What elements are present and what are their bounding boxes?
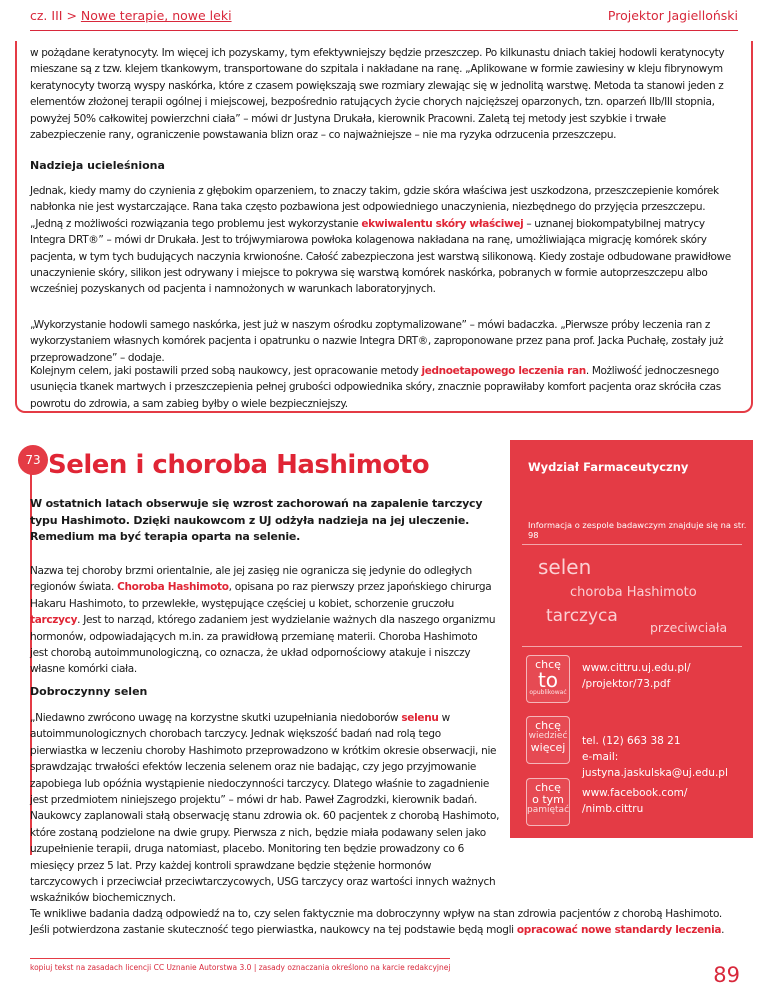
tag-tarczyca: tarczyca bbox=[546, 606, 618, 626]
article-number-badge: 73 bbox=[18, 445, 48, 475]
share-icon[interactable]: chcę to opublikować bbox=[526, 655, 570, 703]
page-header bbox=[30, 8, 738, 28]
highlight-term: ekwiwalentu skóry właściwej bbox=[361, 217, 524, 230]
tag-przeciwciala: przeciwciała bbox=[650, 620, 728, 635]
email-label: e-mail: bbox=[582, 751, 619, 763]
paragraph-2: Jednak, kiedy mamy do czynienia z głębokim oparzeniem, to znaczy takim, gdzie skóra właściwa jest uszkodzona, przeszczepienie komórek nabłonka nie jest wystarczające. Rana taka często pozbawiona jest odpowiedniego unaczynienia, niezbędnego do przyjęcia przeszczepu. „Jedną z możliwości rozwiązania tego problemu jest wykorzystanie ekwiwalentu skóry właściwej – uznanej biokompatybilnej matrycy Integra DRT®” – mówi dr Drukała. Jest to trójwymiarowa powłoka kolagenowa nakładana na ranę, umożliwiająca migrację komórek skóry pacjenta, w tym tych budujących naczynia krwionośne. Całość zabezpieczona jest warstwą silikonową. Kiedy zostaje odbudowane prawidłowe unaczynienie skóry, silikon jest odrywany i miejsce to pokrywa się warstwą komórek naskórka, pobranych w formie autoprzeszczepu albo wcześniej pozyskanych od pacjenta i namnożonych w warunkach laboratoryjnych. bbox=[30, 185, 731, 296]
paragraph-1: w pożądane keratynocyty. Im więcej ich pozyskamy, tym efektywniejszy będzie przeszczep. Po kilkunastu dniach takiej hodowli keratynocyty mieszane są z tzw. klejem tkankowym, transportowane do szpitala i nakładane na ranę. „Aplikowane w formie zawiesiny w kleju fibrynowym keratynocyty tworzą wyspy naskórka, które z czasem powiększają swe rozmiary zlewając się w jednolitą warstwę. Metoda ta stanowi jeden z elementów złożonej terapii ogólnej i miejscowej, bezpośrednio ratujących życie chorych najcięższej oparzonych, tzn. oparzeń IIb/III stopnia, powyżej 50% całkowitej powierzchni ciała” – mówi dr Justyna Drukała, kierownik Pracowni. Zaletą tej metody jest szybkie i trwałe zabezpieczenie rany, ograniczenie powstawania blizn oraz – co najważniejsze – nie ma ryzyka odrzucenia przeszczepu. bbox=[30, 47, 725, 142]
highlight-term: Choroba Hashimoto bbox=[117, 581, 229, 594]
tag-selen: selen bbox=[538, 555, 592, 579]
paragraph-3: „Wykorzystanie hodowli samego naskórka, jest już w naszym ośrodku zoptymalizowane” – mówi badaczka. „Pierwsze próby leczenia ran z wykorzystaniem własnych komórek pacjenta i opatrunku o nazwie Integra DRT®, zaproponowane przez pana prof. Jacka Puchałę, zostały już przeprowadzone” – dodaje. bbox=[30, 319, 724, 364]
breadcrumb-link[interactable]: Nowe terapie, nowe leki bbox=[80, 8, 232, 23]
panel-divider bbox=[522, 544, 742, 545]
info-icon: chcę wiedzieć więcej bbox=[526, 716, 570, 764]
header-divider bbox=[30, 30, 738, 31]
publication-title: Projektor Jagielloński bbox=[607, 8, 738, 23]
article-paragraph-1: Nazwa tej choroby brzmi orientalnie, ale jej zasięg nie ogranicza się jedynie do odległych regionów świata. Choroba Hashimoto, opisana po raz pierwszy przez japońskiego chirurga Hakaru Hashimoto, to przewlekłe, występujące częściej u kobiet, schorzenie gruczołu tarczycy. Jest to narząd, którego zadaniem jest wydzielanie ważnych dla naszego organizmu hormonów, odpowiadających m.in. za prawidłową przemianę materii. Choroba Hashimoto jest chorobą autoimmunologiczną, co oznacza, że układ odpornościowy atakuje i niszczy własne komórki ciała. bbox=[30, 565, 496, 676]
breadcrumb bbox=[30, 8, 232, 23]
panel-divider bbox=[522, 646, 742, 647]
contact-info bbox=[582, 733, 728, 781]
article-title: Selen i choroba Hashimoto bbox=[48, 450, 430, 480]
highlight-term: jednoetapowego leczenia ran bbox=[421, 365, 586, 377]
subheading-dobroczynny: Dobroczynny selen bbox=[30, 685, 148, 698]
phone-number: tel. (12) 663 38 21 bbox=[582, 735, 681, 747]
article-paragraph-3: Te wnikliwe badania dadzą odpowiedź na to, czy selen faktycznie ma dobroczynny wpływ na stan zdrowia pacjentów z chorobą Hashimoto. Jeśli potwierdzona zastanie skuteczność tego pierwiastka, naukowcy na tej podstawie będą mogli opracować nowe standardy leczenia. bbox=[30, 908, 725, 937]
license-note: kopiuj tekst na zasadach licencji CC Uznanie Autorstwa 3.0 | zasady oznaczania określono na karcie redakcyjnej bbox=[30, 963, 451, 972]
highlight-term: tarczycy bbox=[30, 614, 78, 627]
breadcrumb-separator: > bbox=[66, 8, 77, 23]
bookmark-icon: chcę o tym pamiętać bbox=[526, 778, 570, 826]
page-number: 89 bbox=[713, 963, 740, 987]
tag-choroba-hashimoto: choroba Hashimoto bbox=[570, 585, 697, 600]
facebook-link[interactable]: www.facebook.com/ /nimb.cittru bbox=[582, 787, 688, 815]
faculty-name: Wydział Farmaceutyczny bbox=[528, 460, 689, 474]
highlight-term: selenu bbox=[401, 712, 439, 724]
article-lead: W ostatnich latach obserwuje się wzrost zachorowań na zapalenie tarczycy typu Hashimoto. Dzięki naukowcom z UJ odżyła nadzieja na jej uleczenie. Remedium ma być terapia oparta na selenie. bbox=[30, 497, 483, 543]
footer-divider bbox=[30, 958, 450, 959]
info-panel bbox=[510, 440, 753, 838]
paragraph-4: Kolejnym celem, jaki postawili przed sobą naukowcy, jest opracowanie metody jednoetapowego leczenia ran. Możliwość jednoczesnego usunięcia tkanek martwych i przeszczepienia pełnej grubości odpowiednika skóry, znacznie poprawiłaby komfort pacjenta oraz skróciła czas powrotu do zdrowia, a sam zabieg byłby o wiele bezpieczniejszy. bbox=[30, 365, 721, 410]
team-info-note: Informacja o zespole badawczym znajduje się na str. 98 bbox=[528, 520, 747, 540]
email-link[interactable]: justyna.jaskulska@uj.edu.pl bbox=[582, 767, 728, 779]
breadcrumb-section: cz. III bbox=[30, 8, 63, 23]
article-paragraph-2a: „Niedawno zwrócono uwagę na korzystne skutki uzupełniania niedoborów selenu w autoimmunologicznych chorobach tarczycy. Jednak większość badań nad rolą tego pierwiastka w leczeniu choroby Hashimoto przeprowadzono w krótkim okresie obserwacji, nie sprawdzając trwałości efektów leczenia selenem oraz nie badając, czy jego przyjmowanie zapobiega lub opóźnia wystąpienie niedoczynności tarczycy. Dlatego właśnie to zagadnienie jest przedmiotem niniejszego projektu” – mówi dr hab. Paweł Zagrodzki, kierownik badań. Naukowcy zaplanowali stałą obserwację stanu zdrowia ok. 60 pacjentek z chorobą Hashimoto, które zostaną podzielone na dwie grupy. Pierwsza z nich, będzie miała podawany selen jako uzupełnienie terapii, druga natomiast, placebo. Monitoring ten będzie prowadzony co 6 miesięcy przez 5 lat. Przy każdej kontroli sprawdzane będzie stężenie hormonów tarczycowych i przeciwciał przeciwtarczycowych, USG tarczycy oraz wartości innych ważnych wskaźników biochemicznych. bbox=[30, 712, 500, 905]
highlight-term: opracować nowe standardy leczenia bbox=[516, 924, 722, 937]
pdf-link[interactable]: www.cittru.uj.edu.pl/ /projektor/73.pdf bbox=[582, 662, 691, 690]
subheading-nadzieja: Nadzieja ucieleśniona bbox=[30, 159, 165, 172]
